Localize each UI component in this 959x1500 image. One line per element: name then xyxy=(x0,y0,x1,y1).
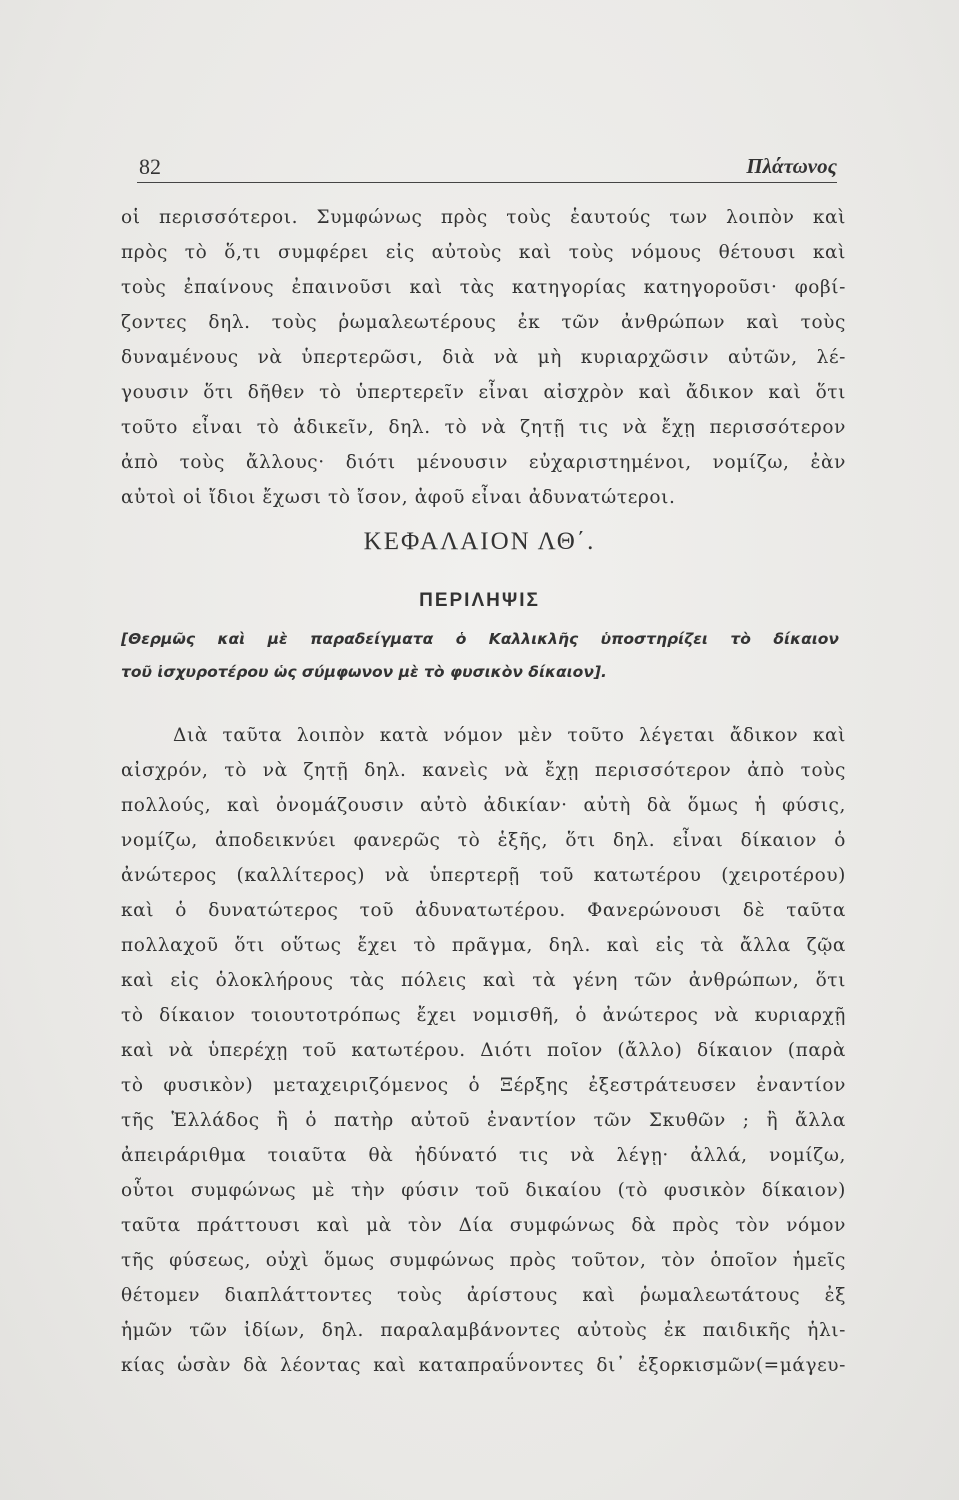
text-line: θέτομεν διαπλάττοντες τοὺς ἀρίστους καὶ ῥωμαλεωτάτους ἐξ xyxy=(121,1285,846,1306)
text-line: ταῦτα πράττουσι καὶ μὰ τὸν Δία συμφώνως δὰ πρὸς τὸν νόμον xyxy=(121,1215,846,1236)
text-line: τοὺς ἐπαίνους ἐπαινοῦσι καὶ τὰς κατηγορίας κατηγοροῦσι· φοβί- xyxy=(121,277,846,298)
text-line: τῆς φύσεως, οὐχὶ ὅμως συμφώνως πρὸς τοῦτον, τὸν ὁποῖον ἡμεῖς xyxy=(121,1250,846,1271)
text-line: νομίζω, ἀποδεικνύει φανερῶς τὸ ἑξῆς, ὅτι δηλ. εἶναι δίκαιον ὁ xyxy=(121,830,846,851)
text-line: ἀνώτερος (καλλίτερος) νὰ ὑπερτερῇ τοῦ κατωτέρου (χειροτέρου) xyxy=(121,865,846,886)
text-line: Διὰ ταῦτα λοιπὸν κατὰ νόμον μὲν τοῦτο λέγεται ἄδικον καὶ xyxy=(173,725,846,746)
summary-title: ΠΕΡΙΛΗΨΙΣ xyxy=(419,590,540,611)
text-line: ἀπειράριθμα τοιαῦτα θὰ ἠδύνατό τις νὰ λέγῃ· ἀλλά, νομίζω, xyxy=(121,1145,846,1166)
text-line: πρὸς τὸ ὅ,τι συμφέρει εἰς αὐτοὺς καὶ τοὺς νόμους θέτουσι καὶ xyxy=(121,242,846,263)
text-line: πολλούς, καὶ ὀνομάζουσιν αὐτὸ ἀδικίαν· αὐτὴ δὰ ὅμως ἡ φύσις, xyxy=(121,795,846,816)
text-line: ἀπὸ τοὺς ἄλλους· διότι μένουσιν εὐχαριστημένοι, νομίζω, ἐὰν xyxy=(121,452,846,473)
text-line: οἱ περισσότεροι. Συμφώνως πρὸς τοὺς ἑαυτούς των λοιπὸν καὶ xyxy=(121,207,846,228)
text-line: αὐτοὶ οἱ ἴδιοι ἔχωσι τὸ ἴσον, ἀφοῦ εἶναι ἀδυνατώτεροι. xyxy=(121,487,676,508)
text-line: αἰσχρόν, τὸ νὰ ζητῇ δηλ. κανεὶς νὰ ἔχῃ περισσότερον ἀπὸ τοὺς xyxy=(121,760,846,781)
text-line: καὶ ὁ δυνατώτερος τοῦ ἀδυνατωτέρου. Φανερώνουσι δὲ ταῦτα xyxy=(121,900,846,921)
summary-line: [Θερμῶς καὶ μὲ παραδείγματα ὁ Καλλικλῆς ὑποστηρίζει τὸ δίκαιον xyxy=(121,630,839,648)
text-line: γουσιν ὅτι δῆθεν τὸ ὑπερτερεῖν εἶναι αἰσχρὸν καὶ ἄδικον καὶ ὅτι xyxy=(121,382,846,403)
text-line: δυναμένους νὰ ὑπερτερῶσι, διὰ νὰ μὴ κυριαρχῶσιν αὐτῶν, λέ- xyxy=(121,347,846,368)
text-line: τὸ δίκαιον τοιουτοτρόπως ἔχει νομισθῆ, ὁ ἀνώτερος νὰ κυριαρχῇ xyxy=(121,1005,846,1026)
text-line: τὸ φυσικὸν) μεταχειριζόμενος ὁ Ξέρξης ἐξεστράτευσεν ἐναντίον xyxy=(121,1075,846,1096)
paragraph-1 xyxy=(121,200,846,515)
chapter-summary xyxy=(121,623,839,689)
text-line: τοῦτο εἶναι τὸ ἀδικεῖν, δηλ. τὸ νὰ ζητῇ τις νὰ ἔχῃ περισσότερον xyxy=(121,417,846,438)
text-line: ἡμῶν τῶν ἰδίων, δηλ. παραλαμβάνοντες αὐτοὺς ἐκ παιδικῆς ἡλι- xyxy=(121,1320,846,1341)
running-head: Πλάτωνος xyxy=(746,154,837,178)
paragraph-2 xyxy=(121,718,846,1383)
page-number: 82 xyxy=(139,154,161,179)
summary-line: τοῦ ἰσχυροτέρου ὡς σύμφωνον μὲ τὸ φυσικὸν δίκαιον]. xyxy=(121,663,607,681)
text-line: καὶ νὰ ὑπερέχῃ τοῦ κατωτέρου. Διότι ποῖον (ἄλλο) δίκαιον (παρὰ xyxy=(121,1040,846,1061)
text-line: ζοντες δηλ. τοὺς ῥωμαλεωτέρους ἐκ τῶν ἀνθρώπων καὶ τοὺς xyxy=(121,312,846,333)
chapter-title: ΚΕΦΑΛΑΙΟΝ ΛΘ΄. xyxy=(363,528,596,555)
text-line: οὗτοι συμφώνως μὲ τὴν φύσιν τοῦ δικαίου (τὸ φυσικὸν δίκαιον) xyxy=(121,1180,846,1201)
page-header xyxy=(137,152,837,183)
text-line: πολλαχοῦ ὅτι οὕτως ἔχει τὸ πρᾶγμα, δηλ. καὶ εἰς τὰ ἄλλα ζῷα xyxy=(121,935,846,956)
text-line: κίας ὡσὰν δὰ λέοντας καὶ καταπραΰνοντες δι᾽ ἐξορκισμῶν(=μάγευ- xyxy=(121,1355,846,1376)
text-line: καὶ εἰς ὁλοκλήρους τὰς πόλεις καὶ τὰ γένη τῶν ἀνθρώπων, ὅτι xyxy=(121,970,846,991)
text-line: τῆς Ἑλλάδος ἢ ὁ πατὴρ αὐτοῦ ἐναντίον τῶν Σκυθῶν ; ἢ ἄλλα xyxy=(121,1110,846,1131)
